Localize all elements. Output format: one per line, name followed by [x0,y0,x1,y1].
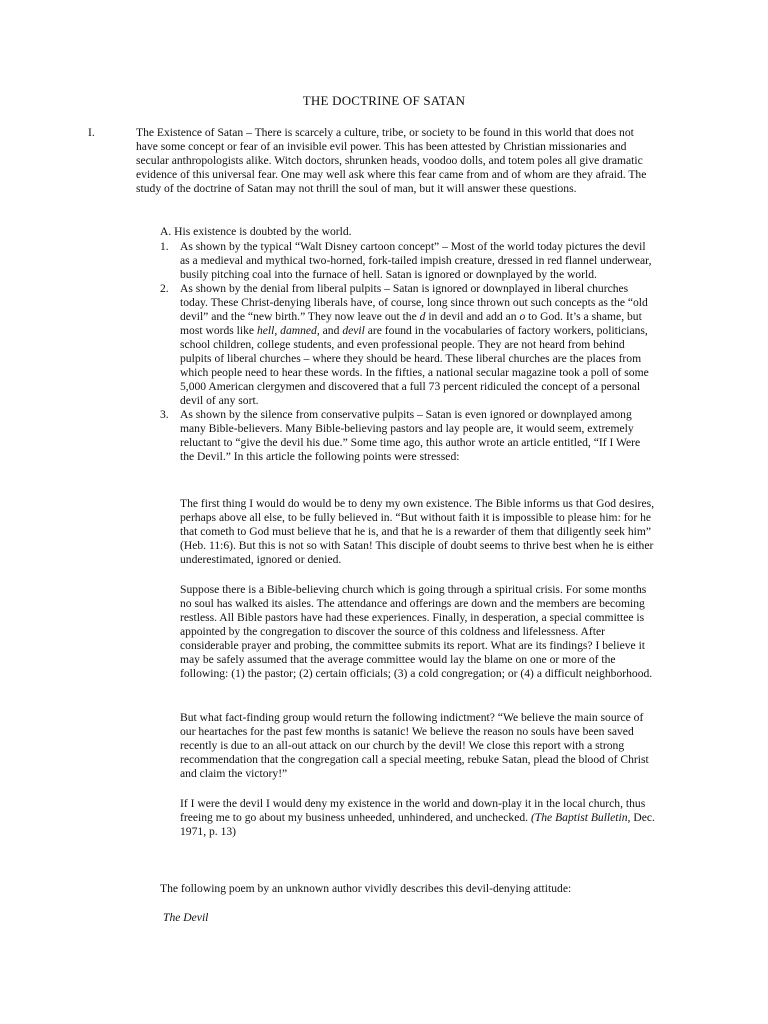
text-run: and [319,324,343,337]
list-item-text [180,282,656,408]
section-paragraph: The Existence of Satan – There is scarcely a culture, tribe, or society to be found in this world that does not have some concept or fear of an invisible evil power. This has been attested by Christian missionaries and secular anthropologists alike. Witch doctors, shrunken heads, voodoo dolls, and totem poles all give dramatic evidence of this universal fear. One may well ask where this fear came from and of whom are they afraid. The study of the doctrine of Satan may not thrill the soul of man, but it will answer these questions. [136,126,647,195]
quote-paragraph-1: The first thing I would do would be to deny my own existence. The Bible informs us that God desires, perhaps above all else, to be fully believed in. “But without faith it is impossible to please him: for he that cometh to God must believe that he is, and that he is a rewarder of them that diligently seek him” (Heb. 11:6). But this is not so with Satan! This disciple of doubt seems to thrive best when he is either underestimated, ignored or denied. [180,497,655,566]
citation-source: (The Baptist Bulletin, [530,811,631,824]
numbered-list [160,240,656,464]
list-item-1 [160,240,656,282]
text-run: If I were the devil I would deny my existence in the world and down-play it in the local church, thus freeing me to go about my business unheeded, unhindered, and unchecked. [180,797,646,824]
poem-intro: The following poem by an unknown author vividly describes this devil-denying attitude: [160,882,572,895]
emphasis-words: hell, damned, [256,324,320,337]
subsection-heading: A. His existence is doubted by the world. [160,225,352,238]
document-title: THE DOCTRINE OF SATAN [302,93,466,108]
text-run: As shown by the denial from liberal pulpits – Satan is ignored or downplayed in liberal churches today. These Christ-denying liberals have, of course, long since thrown out such concepts as the “old devil” and the “new birth.” They now leave out the [180,282,648,323]
section-number: I. [88,126,95,139]
emphasis-d: d [419,310,426,323]
list-item-2 [160,282,656,408]
quote-paragraph-3: But what fact-finding group would return the following indictment? “We believe the main source of our heartaches for the past few months is satanic! We believe the reason no souls have been saved recently is due to an all-out attack on our church by the devil! We close this report with a strong recommendation that the congregation call a special meeting, rebuke Satan, plead the blood of Christ and claim the victory!” [180,711,649,780]
text-run: are found in the vocabularies of factory workers, politicians, school children, college students, and even professional people. They are not heard from behind pulpits of liberal churches – where they should be heard. These liberal churches are the places from which people need to hear these words. In the fifties, a national secular magazine took a poll of some 5,000 American clergymen and discovered that a full 73 percent ridiculed the concept of a personal devil of any sort. [180,324,649,407]
list-number: 1. [160,240,169,253]
quote-paragraph-2: Suppose there is a Bible-believing church which is going through a spiritual crisis. For some months no soul has walked its aisles. The attendance and offerings are down and the members are becoming restless. All Bible pastors have had these experiences. Finally, in desperation, a special committee is appointed by the congregation to discover the source of this coldness and lifelessness. After considerable prayer and probing, the committee submits its report. What are its findings? I believe it may be safely assumed that the average committee would lay the blame on one or more of the following: (1) the pastor; (2) certain officials; (3) a cold congregation; or (4) a difficult neighborhood. [180,583,653,680]
list-item-text: As shown by the silence from conservative pulpits – Satan is even ignored or downplayed among many Bible-believers. Many Bible-believing pastors and lay people are, it would seem, extremely reluctant to “give the devil his due.” Some time ago, this author wrote an article entitled, “If I Were the Devil.” In this article the following points were stressed: [180,408,641,463]
quote-paragraph-4 [180,797,656,839]
emphasis-o: o [519,310,526,323]
emphasis-devil: devil [342,324,365,337]
text-run: to God. It’s a shame, but most words like [180,310,642,337]
list-number: 2. [160,282,169,295]
list-number: 3. [160,408,169,421]
list-item-text: As shown by the typical “Walt Disney cartoon concept” – Most of the world today pictures the devil as a medieval and mythical two-horned, fork-tailed impish creature, dressed in red flannel underwear, busily pitching coal into the furnace of hell. Satan is ignored or downplayed by the world. [180,240,652,281]
list-item-3 [160,408,656,464]
poem-title: The Devil [163,911,209,924]
text-run: in devil and add an [425,310,520,323]
text-run: Dec. 1971, p. 13) [180,811,655,838]
